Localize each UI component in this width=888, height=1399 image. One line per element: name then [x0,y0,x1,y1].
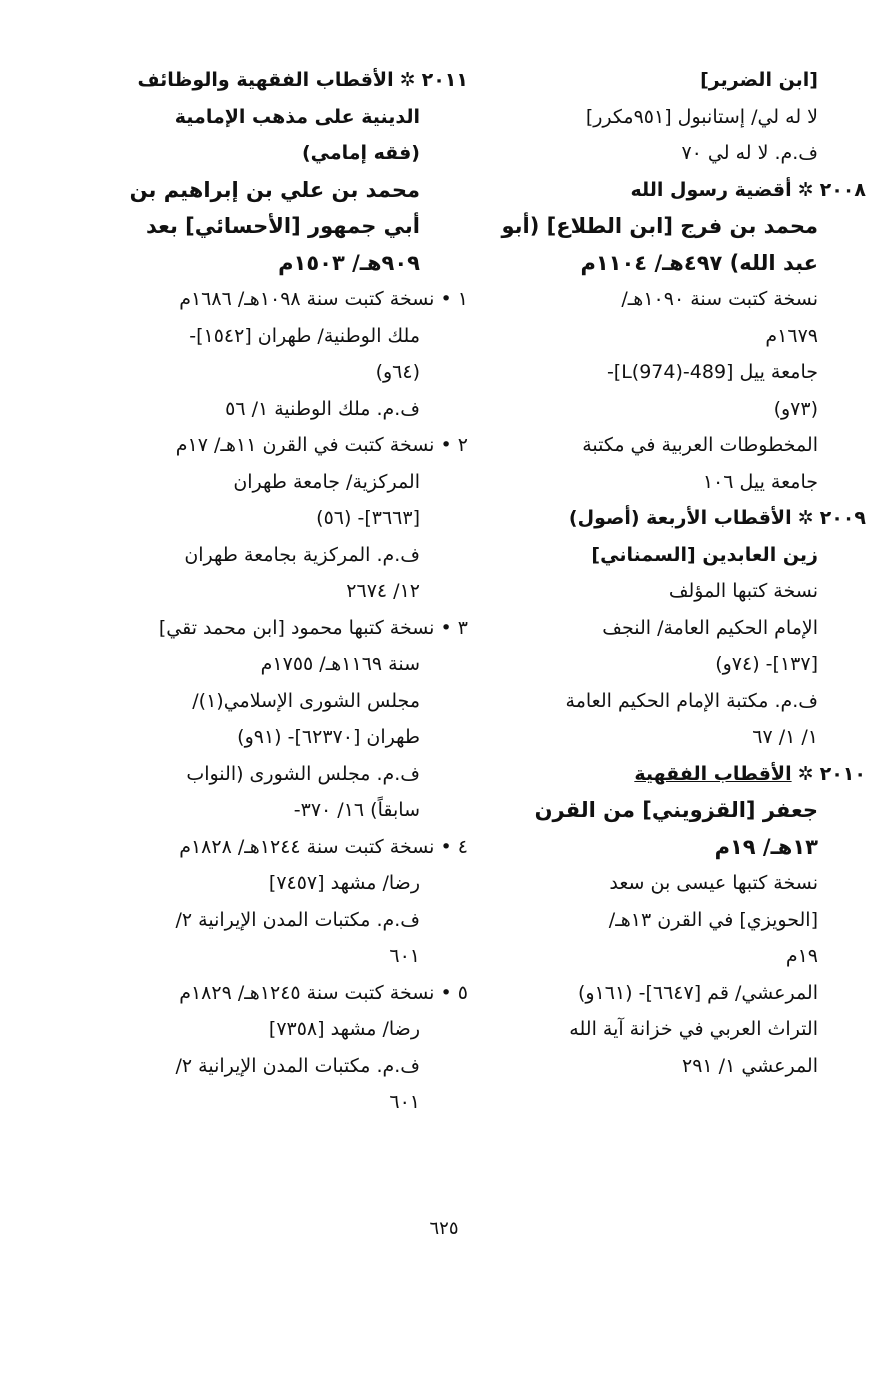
author-line: ٩٠٩هـ/ ١٥٠٣م [278,250,420,275]
star-icon: ✲ [399,69,416,91]
film-reference: ف.م. مجلس الشورى (النواب [186,762,420,785]
author-line: أبي جمهور [الأحسائي] بعد [145,214,420,238]
location-line: لا له لي/ إستانبول [٩٥١مكرر] [585,105,818,128]
location-line: المرعشي/ قم [٦٦٤٧]- (١٦١و) [577,981,818,1004]
film-reference: ف.م. لا له لي ٧٠ [681,142,818,164]
reference-line: المخطوطات العربية في مكتبة [582,434,818,456]
location-line: جامعة ييل [489-L(974)]- [606,361,818,383]
location-line: (٧٣و) [773,397,818,420]
film-reference: ف.م. المركزية بجامعة طهران [184,543,420,566]
film-reference: ف.م. مكتبة الإمام الحكيم العامة [565,689,818,712]
copy-line: نسخة كتبت سنة ١٢٤٤هـ/ ١٨٢٨م [179,835,435,858]
author-line: زين العابدين [السمناني] [591,543,818,566]
copy-line: نسخة كتبت في القرن ١١هـ/ ١٧م [175,434,435,456]
copy-number: ٥ [457,981,468,1004]
reference-line: التراث العربي في خزانة آية الله [569,1018,818,1040]
bullet-icon: • [440,981,452,1004]
entry-title: الدينية على مذهب الإمامية [174,105,420,128]
right-column [483,62,866,1084]
copy-item-1 [72,281,468,318]
entry-number: ٢٠٠٨ [819,178,866,201]
location-line: المركزية/ جامعة طهران [233,470,420,493]
bullet-icon: • [440,616,452,639]
entry-title: أقضية رسول الله [630,178,792,201]
reference-line: المرعشي ١/ ٢٩١ [682,1054,818,1077]
copy-line: نسخة كتبها محمود [ابن محمد تقي] [158,616,435,639]
author-line: جعفر [القزويني] من القرن [534,798,818,822]
copy-item-2 [72,427,468,464]
copy-item-3 [72,610,468,647]
film-reference: سابقاً) ١٦/ ٣٧٠- [293,799,420,821]
bullet-icon: • [440,288,452,310]
film-reference: ف.م. مكتبات المدن الإيرانية ٢/ [175,908,420,931]
star-icon: ✲ [797,507,814,529]
copy-line: نسخة كتبت سنة ١٠٩٠هـ/ [621,288,818,310]
film-reference: ف.م. ملك الوطنية ١/ ٥٦ [225,397,420,420]
location-line: ملك الوطنية/ طهران [١٥٤٢]- [189,324,420,347]
copy-number: ٣ [457,616,468,639]
star-icon: ✲ [797,762,814,785]
location-line: طهران [٦٢٣٧٠]- (٩١و) [237,726,420,748]
entry-title: (فقه إمامي) [301,142,420,164]
page-number: ٦٢٥ [429,1218,459,1239]
entry-number: ٢٠١١ [421,69,468,91]
film-reference: ٦٠١ [389,945,420,967]
reference-line: جامعة ييل ١٠٦ [702,470,818,493]
left-column [72,62,468,1121]
copy-line: [الحويزي] في القرن ١٣هـ/ [608,908,818,931]
author-line: محمد بن فرج [ابن الطلاع] (أبو [501,214,818,238]
copy-line: نسخة كتبت سنة ١٠٩٨هـ/ ١٦٨٦م [179,288,435,310]
entry-number: ٢٠١٠ [819,762,866,785]
author-line: ١٣هـ/ ١٩م [714,834,818,859]
entry-heading-2010 [483,756,866,793]
author-line: عبد الله) ٤٩٧هـ/ ١١٠٤م [580,250,818,275]
entry-title: الأقطاب الأربعة (أصول) [568,507,792,529]
copy-number: ٤ [457,835,468,858]
author-line: [ابن الضرير] [700,69,818,91]
location-line: رضا/ مشهد [٧٣٥٨] [268,1018,420,1040]
star-icon: ✲ [797,178,814,201]
entry-title: الأقطاب الفقهية [634,762,792,785]
film-reference: ١/ ١/ ٦٧ [752,726,818,748]
author-line: محمد بن علي بن إبراهيم بن [129,177,420,202]
copy-line: ١٩م [785,945,818,967]
copy-line: نسخة كتبت سنة ١٢٤٥هـ/ ١٨٢٩م [179,981,435,1004]
entry-title: الأقطاب الفقهية والوظائف [137,69,394,91]
location-line: رضا/ مشهد [٧٤٥٧] [268,872,420,894]
bullet-icon: • [440,434,452,456]
location-line: [١٣٧]- (٧٤و) [715,653,818,675]
film-reference: ف.م. مكتبات المدن الإيرانية ٢/ [175,1054,420,1077]
copy-line: ١٦٧٩م [765,324,818,347]
entry-heading-2009 [483,500,866,537]
copy-number: ٢ [457,434,468,456]
copy-line: نسخة كتبها المؤلف [668,580,818,602]
bullet-icon: • [440,835,452,858]
film-reference: ٦٠١ [389,1091,420,1113]
copy-number: ١ [457,288,468,310]
location-line: [٣٦٦٣]- (٥٦) [316,507,420,529]
location-line: (٦٤و) [375,361,420,383]
copy-item-4 [72,829,468,866]
copy-line: سنة ١١٦٩هـ/ ١٧٥٥م [260,653,420,675]
copy-line: نسخة كتبها عيسى بن سعد [609,872,818,894]
entry-heading-2011 [72,62,468,99]
location-line: الإمام الحكيم العامة/ النجف [602,616,818,639]
film-reference: ١٢/ ٢٦٧٤ [346,580,420,602]
copy-item-5 [72,975,468,1012]
entry-number: ٢٠٠٩ [819,507,866,529]
entry-heading-2008 [483,172,866,209]
location-line: مجلس الشورى الإسلامي(١)/ [192,689,420,712]
